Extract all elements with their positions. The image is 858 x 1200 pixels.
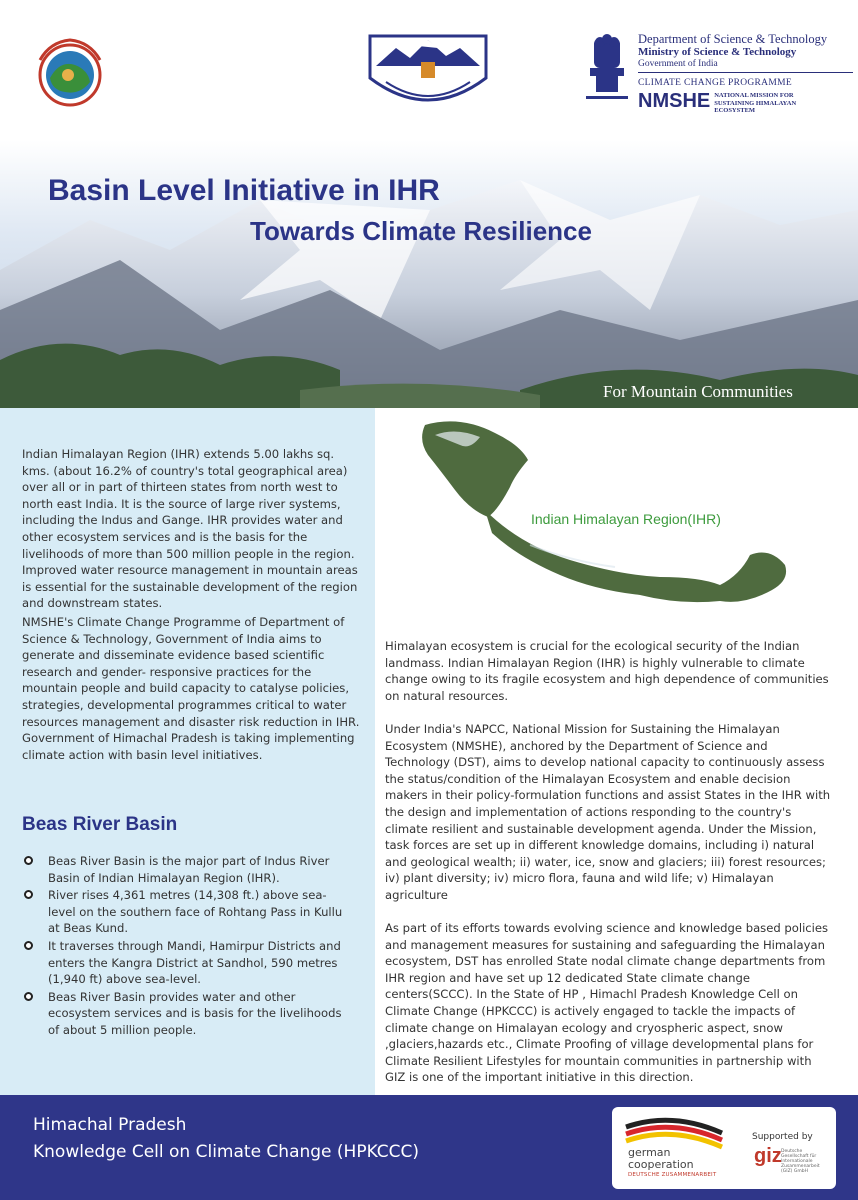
beas-basin-heading: Beas River Basin <box>22 814 178 835</box>
giz-logo: giz <box>754 1145 782 1167</box>
right-para-1: Himalayan ecosystem is crucial for the ecological security of the Indian landmass. Indian Himalayan Region (IHR) is highly vulnerable to climate change owing to its fragile ecosystem and high dependence of communities on natural resources. <box>385 639 829 703</box>
left-para-2: NMSHE's Climate Change Programme of Department of Science & Technology, Government of India aims to generate and disseminate evidence based scientific research and gender- responsive practices for the mountain people and build capacity to catalyse policies, strategies, developmental programmes critical to water resources management and disaster risk reduction in IHR. Government of Himachal Pradesh is taking implementing climate action with basin level initiatives. <box>22 614 360 762</box>
list-item-text: Beas River Basin is the major part of Indus River Basin of Indian Himalayan Region (IHR). <box>48 854 330 885</box>
giz-full-name: Deutsche Gesellschaft für Internationale Zusammenarbeit (GIZ) GmbH <box>781 1149 820 1174</box>
right-para-2: Under India's NAPCC, National Mission for Sustaining the Himalayan Ecosystem (NMSHE), anchored by the Department of Science and Technology (DST), aims to develop national capacity to continuously assess the status/condition of the Himalayan Ecosystem and enable decision makers in their policy-formulation functions and assist States in the IHR with the design and implementation of actions responding to the country's climate resilient and sustainable development agenda. Under the Mission, task forces are set up in different knowledge domains, including i) natural and geological wealth; ii) water, ice, snow and glaciers; iii) forest resources; iv) plant diversity; iv) micro flora, fauna and wild life; v) Himalayan agriculture <box>385 721 831 902</box>
tagline: For Mountain Communities <box>603 382 793 401</box>
beas-basin-list <box>24 853 354 1040</box>
left-intro-text <box>22 446 364 765</box>
sub-title: Towards Climate Resilience <box>250 216 592 246</box>
nmshe-full-name <box>714 92 796 115</box>
deutsche-zusammenarbeit: DEUTSCHE ZUSAMMENARBEIT <box>628 1172 717 1178</box>
footer-line-1: Himachal Pradesh <box>33 1115 187 1135</box>
nmshe-row <box>638 90 853 115</box>
bullet-icon <box>24 890 33 899</box>
main-title: Basin Level Initiative in IHR <box>48 174 440 207</box>
german-text: german <box>628 1146 671 1159</box>
nmshe-full-1: NATIONAL MISSION FOR <box>714 92 794 99</box>
dst-block <box>638 32 853 115</box>
list-item <box>24 989 354 1039</box>
list-item <box>24 938 354 988</box>
dst-department: Department of Science & Technology <box>638 32 828 46</box>
footer-line-2: Knowledge Cell on Climate Change (HPKCCC) <box>33 1142 420 1162</box>
right-body-text <box>385 638 835 1103</box>
list-item-text: River rises 4,361 metres (14,308 ft.) above sea-level on the southern face of Rohtang Pass in Kullu at Beas Kund. <box>48 888 343 936</box>
list-item <box>24 887 354 937</box>
himachal-govt-logo <box>366 30 490 110</box>
climate-change-programme: CLIMATE CHANGE PROGRAMME <box>638 78 792 88</box>
bullet-icon <box>24 856 33 865</box>
header <box>0 0 858 140</box>
left-para-1: Indian Himalayan Region (IHR) extends 5.00 lakhs sq. kms. (about 16.2% of country's total geographical area) over all or in part of thirteen states from north west to north east India. It is the source of large river systems, including the Indus and Gange. IHR provides water and other ecosystem services and is the basis for the livelihoods of more than 500 million people in the region. Improved water resource management in mountain areas is essential for the sustainable development of the region and downstream states. <box>22 447 358 611</box>
map-label: Indian Himalayan Region(IHR) <box>531 511 721 527</box>
nmshe-acronym: NMSHE <box>638 90 711 112</box>
ashoka-emblem <box>582 28 632 108</box>
list-item <box>24 853 354 886</box>
list-item-text: It traverses through Mandi, Hamirpur Districts and enters the Kangra District at Sandhol, 590 metres (1,940 ft) above sea-level. <box>48 938 341 987</box>
nmshe-full-3: ECOSYSTEM <box>714 107 756 114</box>
cooperation-text: cooperation <box>628 1158 694 1171</box>
supported-by: Supported by <box>752 1132 813 1142</box>
right-para-3: As part of its efforts towards evolving science and knowledge based policies and management measures for sustaining and safeguarding the Himalayan ecosystem, DST has enrolled State nodal climate change departments from IHR region and have set up 12 dedicated State climate change centers(SCCC). In the State of HP , Himachl Pradesh Knowledge Cell on Climate Change (HPKCCC) is actively engaged to tackle the impacts of climate change on Himalayan ecology and cryospheric aspect, snow ,glaciers,hazards etc., Climate Proofing of village developmental plans for Climate Resilient Lifestyles for mountain communities in partnership with GIZ is one of the important initiative in this direction. <box>385 921 829 1085</box>
nature-protects-logo <box>20 20 120 120</box>
list-item-text: Beas River Basin provides water and other ecosystem services and is basis for the livelihoods of about 5 million people. <box>48 989 342 1037</box>
nmshe-full-2: SUSTAINING HIMALAYAN <box>714 99 797 107</box>
dst-govt: Government of India <box>638 59 853 73</box>
bullet-icon <box>24 992 33 1001</box>
dst-ministry: Ministry of Science & Technology <box>638 46 797 58</box>
bullet-icon <box>24 941 33 950</box>
